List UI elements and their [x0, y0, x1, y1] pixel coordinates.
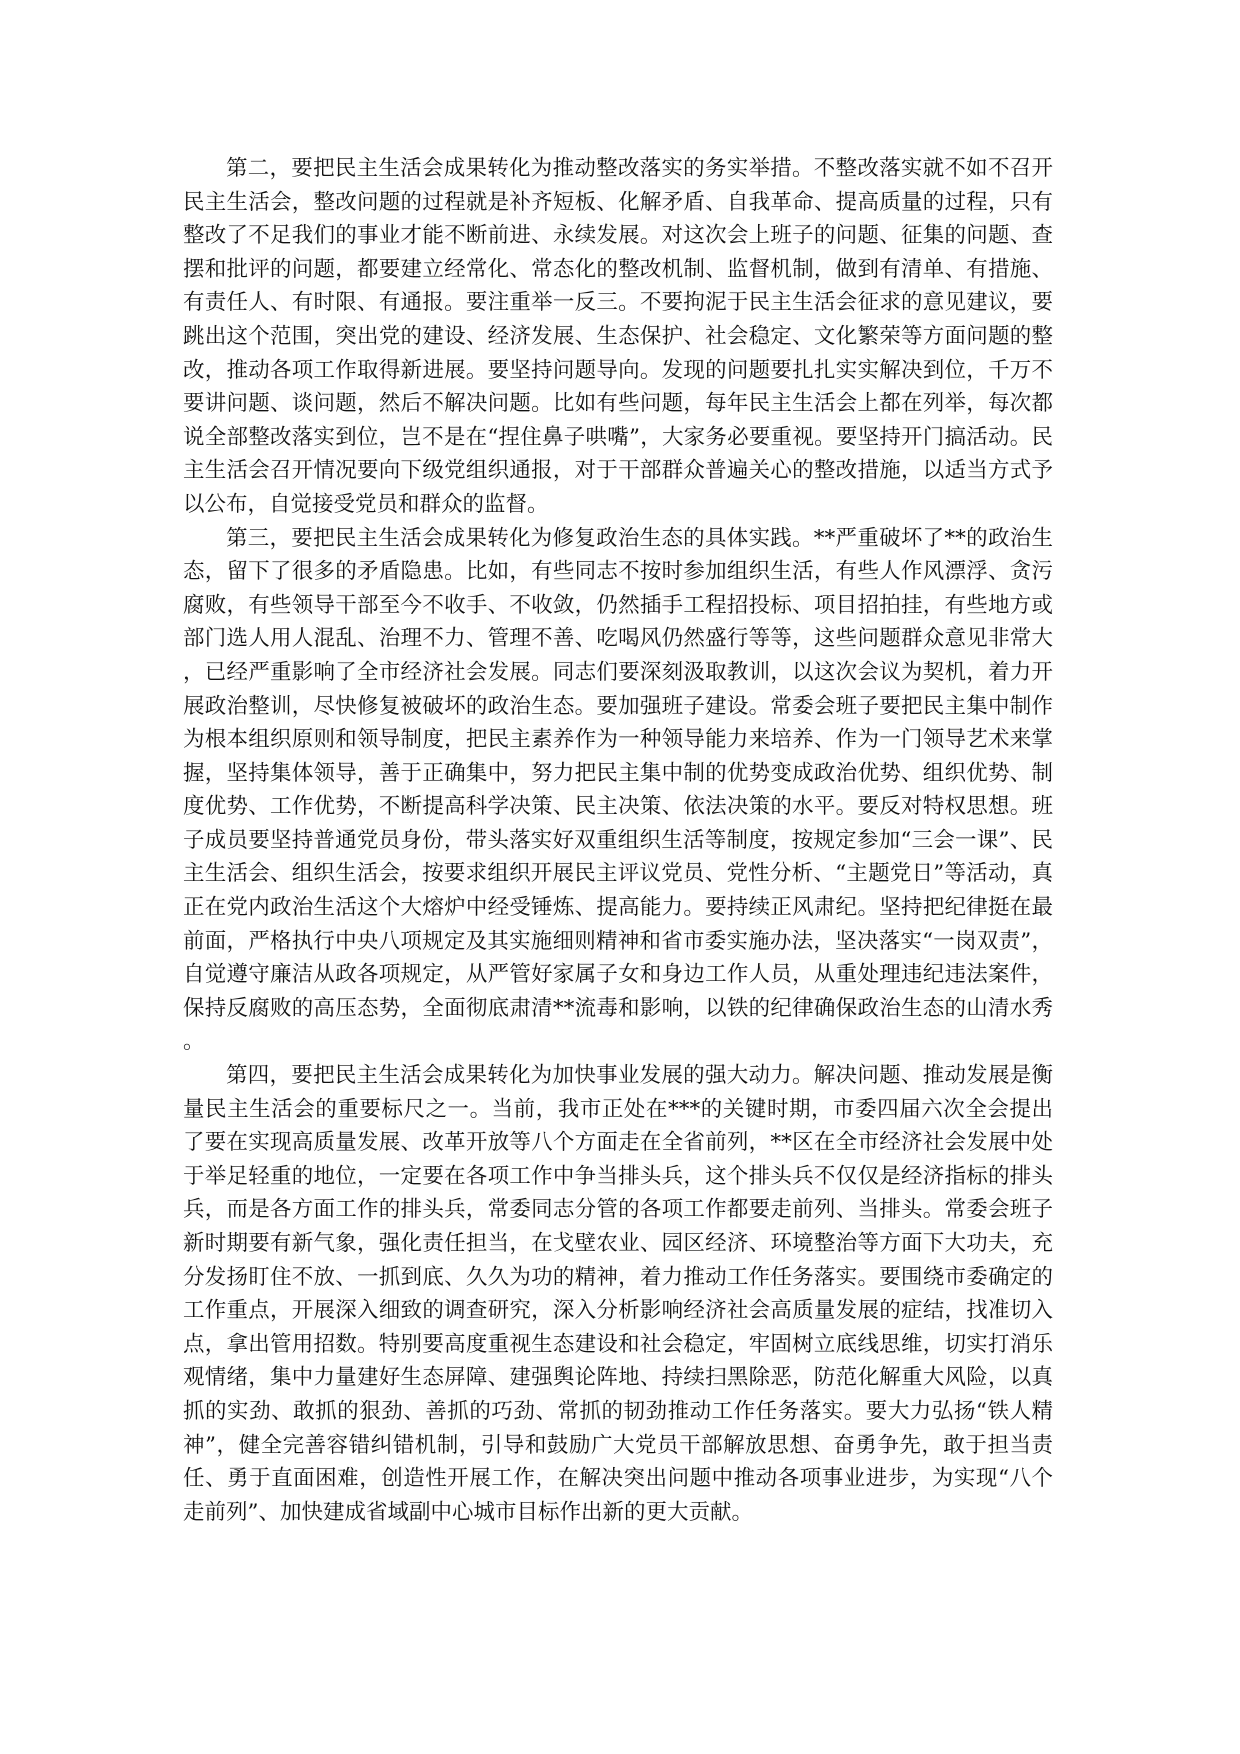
- paragraph-second-point: 第二，要把民主生活会成果转化为推动整改落实的务实举措。不整改落实就不如不召开民主生活会，整改问题的过程就是补齐短板、化解矛盾、自我革命、提高质量的过程，只有整改了不足我们的事业才能不断前进、永续发展。对这次会上班子的问题、征集的问题、查摆和批评的问题，都要建立经常化、常态化的整改机制、监督机制，做到有清单、有措施、有责任人、有时限、有通报。要注重举一反三。不要拘泥于民主生活会征求的意见建议，要跳出这个范围，突出党的建设、经济发展、生态保护、社会稳定、文化繁荣等方面问题的整改，推动各项工作取得新进展。要坚持问题导向。发现的问题要扎扎实实解决到位，千万不要讲问题、谈问题，然后不解决问题。比如有些问题，每年民主生活会上都在列举，每次都说全部整改落实到位，岂不是在“捏住鼻子哄嘴”，大家务必要重视。要坚持开门搞活动。民主生活会召开情况要向下级党组织通报，对于干部群众普遍关心的整改措施，以适当方式予以公布，自觉接受党员和群众的监督。: [183, 156, 1053, 517]
- document-body: [183, 152, 1053, 1529]
- paragraph-third-point: 第三，要把民主生活会成果转化为修复政治生态的具体实践。**严重破坏了**的政治生态，留下了很多的矛盾隐患。比如，有些同志不按时参加组织生活，有些人作风漂浮、贪污腐败，有些领导干部至今不收手、不收敛，仍然插手工程招投标、项目招拍挂，有些地方或部门选人用人混乱、治理不力、管理不善、吃喝风仍然盛行等等，这些问题群众意见非常大，已经严重影响了全市经济社会发展。同志们要深刻汲取教训，以这次会议为契机，着力开展政治整训，尽快修复被破坏的政治生态。要加强班子建设。常委会班子要把民主集中制作为根本组织原则和领导制度，把民主素养作为一种领导能力来培养、作为一门领导艺术来掌握，坚持集体领导，善于正确集中，努力把民主集中制的优势变成政治优势、组织优势、制度优势、工作优势，不断提高科学决策、民主决策、依法决策的水平。要反对特权思想。班子成员要坚持普通党员身份，带头落实好双重组织生活等制度，按规定参加“三会一课”、民主生活会、组织生活会，按要求组织开展民主评议党员、党性分析、“主题党日”等活动，真正在党内政治生活这个大熔炉中经受锤炼、提高能力。要持续正风肃纪。坚持把纪律挺在最前面，严格执行中央八项规定及其实施细则精神和省市委实施办法，坚决落实“一岗双责”，自觉遵守廉洁从政各项规定，从严管好家属子女和身边工作人员，从重处理违纪违法案件，保持反腐败的高压态势，全面彻底肃清**流毒和影响，以铁的纪律确保政治生态的山清水秀。: [183, 525, 1053, 1055]
- paragraph-fourth-point: 第四，要把民主生活会成果转化为加快事业发展的强大动力。解决问题、推动发展是衡量民主生活会的重要标尺之一。当前，我市正处在***的关键时期，市委四届六次全会提出了要在实现高质量发展、改革开放等八个方面走在全省前列，**区在全市经济社会发展中处于举足轻重的地位，一定要在各项工作中争当排头兵，这个排头兵不仅仅是经济指标的排头兵，而是各方面工作的排头兵，常委同志分管的各项工作都要走前列、当排头。常委会班子新时期要有新气象，强化责任担当，在戈壁农业、园区经济、环境整治等方面下大功夫，充分发扬盯住不放、一抓到底、久久为功的精神，着力推动工作任务落实。要围绕市委确定的工作重点，开展深入细致的调查研究，深入分析影响经济社会高质量发展的症结，找准切入点，拿出管用招数。特别要高度重视生态建设和社会稳定，牢固树立底线思维，切实打消乐观情绪，集中力量建好生态屏障、建强舆论阵地、持续扫黑除恶，防范化解重大风险，以真抓的实劲、敢抓的狠劲、善抓的巧劲、常抓的韧劲推动工作任务落实。要大力弘扬“铁人精神”，健全完善容错纠错机制，引导和鼓励广大党员干部解放思想、奋勇争先，敢于担当责任、勇于直面困难，创造性开展工作，在解决突出问题中推动各项事业进步，为实现“八个走前列”、加快建成省域副中心城市目标作出新的更大贡献。: [183, 1063, 1053, 1525]
